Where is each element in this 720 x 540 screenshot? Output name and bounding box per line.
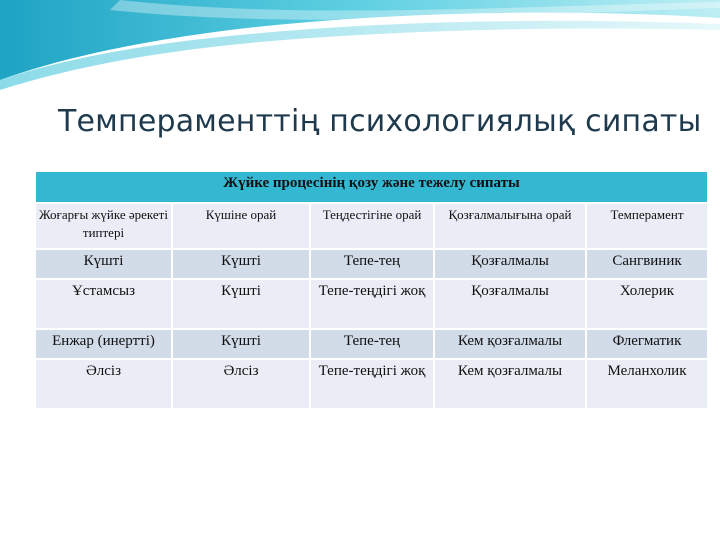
table-cell: Қозғалмалы — [434, 249, 586, 279]
temperament-table — [36, 172, 709, 410]
table-row — [36, 249, 708, 279]
table-header: Жүйке процесінің қозу және тежелу сипаты — [36, 172, 708, 203]
column-header: Темперамент — [586, 203, 708, 249]
table-cell: Сангвиник — [586, 249, 708, 279]
table-cell: Әлсіз — [172, 359, 310, 409]
table-cell: Күшті — [36, 249, 172, 279]
column-header: Жоғарғы жүйке әрекеті типтері — [36, 203, 172, 249]
table-cell: Ұстамсыз — [36, 279, 172, 329]
column-header: Қозғалмалығына орай — [434, 203, 586, 249]
slide-title: Темпераменттің психологиялық сипаты — [58, 104, 702, 139]
table-cell: Тепе-тең — [310, 329, 434, 359]
table-cell: Тепе-теңдігі жоқ — [310, 359, 434, 409]
column-header-row — [36, 203, 708, 249]
table-cell: Меланхолик — [586, 359, 708, 409]
table-cell: Холерик — [586, 279, 708, 329]
table-row — [36, 279, 708, 329]
table-cell: Күшті — [172, 329, 310, 359]
table-row — [36, 359, 708, 409]
table-cell: Енжар (инертті) — [36, 329, 172, 359]
table-cell: Қозғалмалы — [434, 279, 586, 329]
table-cell: Кем қозғалмалы — [434, 359, 586, 409]
table-cell: Тепе-теңдігі жоқ — [310, 279, 434, 329]
table-header-row — [36, 172, 708, 203]
table-cell: Күшті — [172, 249, 310, 279]
table-cell: Тепе-тең — [310, 249, 434, 279]
decorative-swoosh — [0, 0, 720, 110]
table-cell: Күшті — [172, 279, 310, 329]
table-cell: Кем қозғалмалы — [434, 329, 586, 359]
column-header: Теңдестігіне орай — [310, 203, 434, 249]
table-cell: Флегматик — [586, 329, 708, 359]
table-cell: Әлсіз — [36, 359, 172, 409]
column-header: Күшіне орай — [172, 203, 310, 249]
table-row — [36, 329, 708, 359]
